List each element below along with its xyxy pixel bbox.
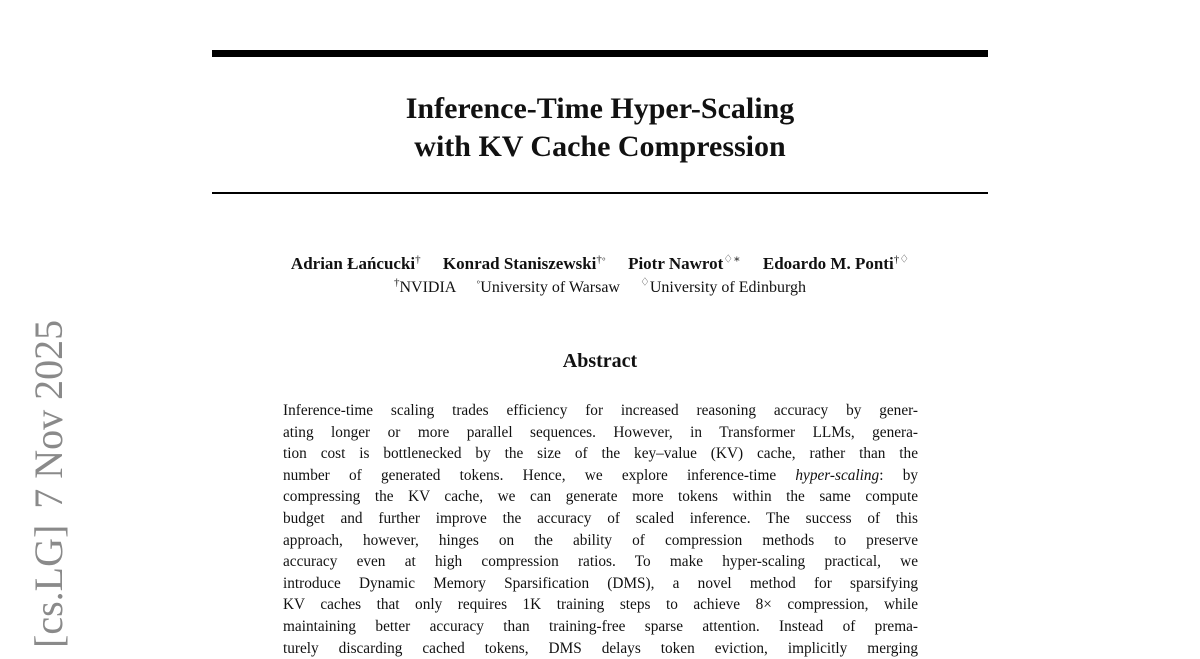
abstract-body xyxy=(283,400,918,659)
abstract-line: approach, however, hinges on the ability of compression methods to preserve xyxy=(283,531,918,549)
abstract-line: accuracy even at high compression ratios. To make hyper-scaling practical, we xyxy=(283,553,918,571)
title-rule xyxy=(212,192,988,194)
author-2: Konrad Staniszewski†◦ xyxy=(442,253,606,273)
affiliation-3: ♢University of Edinburgh xyxy=(639,277,806,297)
author-4: Edoardo M. Ponti†♢ xyxy=(762,253,910,273)
abstract-line: tion cost is bottlenecked by the size of the key–value (KV) cache, rather than the xyxy=(283,445,918,463)
arxiv-date: 7 Nov 2025 xyxy=(26,319,71,509)
abstract-line: ating longer or more parallel sequences. However, in Transformer LLMs, genera- xyxy=(283,423,918,441)
abstract-line: introduce Dynamic Memory Sparsification (DMS), a novel method for sparsifying xyxy=(283,574,918,592)
arxiv-category: [cs.LG] xyxy=(26,524,71,648)
title-line-2: with KV Cache Compression xyxy=(414,130,786,163)
abstract-line: KV caches that only requires 1K training steps to achieve 8× compression, while xyxy=(283,596,918,614)
abstract-heading: Abstract xyxy=(562,350,638,372)
emphasis-hyper-scaling: hyper-scaling xyxy=(795,466,880,484)
abstract-line: maintaining better accuracy than training-free sparse attention. Instead of prema- xyxy=(283,617,918,635)
author-3: Piotr Nawrot♢∗ xyxy=(628,253,741,273)
affiliation-2: ◦University of Warsaw xyxy=(476,277,620,297)
author-1: Adrian Łańcucki† xyxy=(290,253,421,273)
abstract-line: compressing the KV cache, we can generate more tokens within the same compute xyxy=(283,488,918,506)
paper-title xyxy=(212,90,988,166)
author-list xyxy=(212,248,988,275)
affiliation-1: †NVIDIA xyxy=(393,277,457,297)
abstract-line: turely discarding cached tokens, DMS delays token eviction, implicitly merging xyxy=(283,639,918,657)
abstract-line: number of generated tokens. Hence, we explore inference-time hyper-scaling: by xyxy=(283,466,918,484)
affiliation-list xyxy=(212,272,988,299)
arxiv-side-stamp xyxy=(24,308,74,648)
abstract-line: Inference-time scaling trades efficiency for increased reasoning accuracy by gener- xyxy=(283,402,918,419)
abstract-line: budget and further improve the accuracy of scaled inference. The success of this xyxy=(283,509,918,527)
top-rule xyxy=(212,50,988,57)
title-line-1: Inference-Time Hyper-Scaling xyxy=(405,92,795,125)
